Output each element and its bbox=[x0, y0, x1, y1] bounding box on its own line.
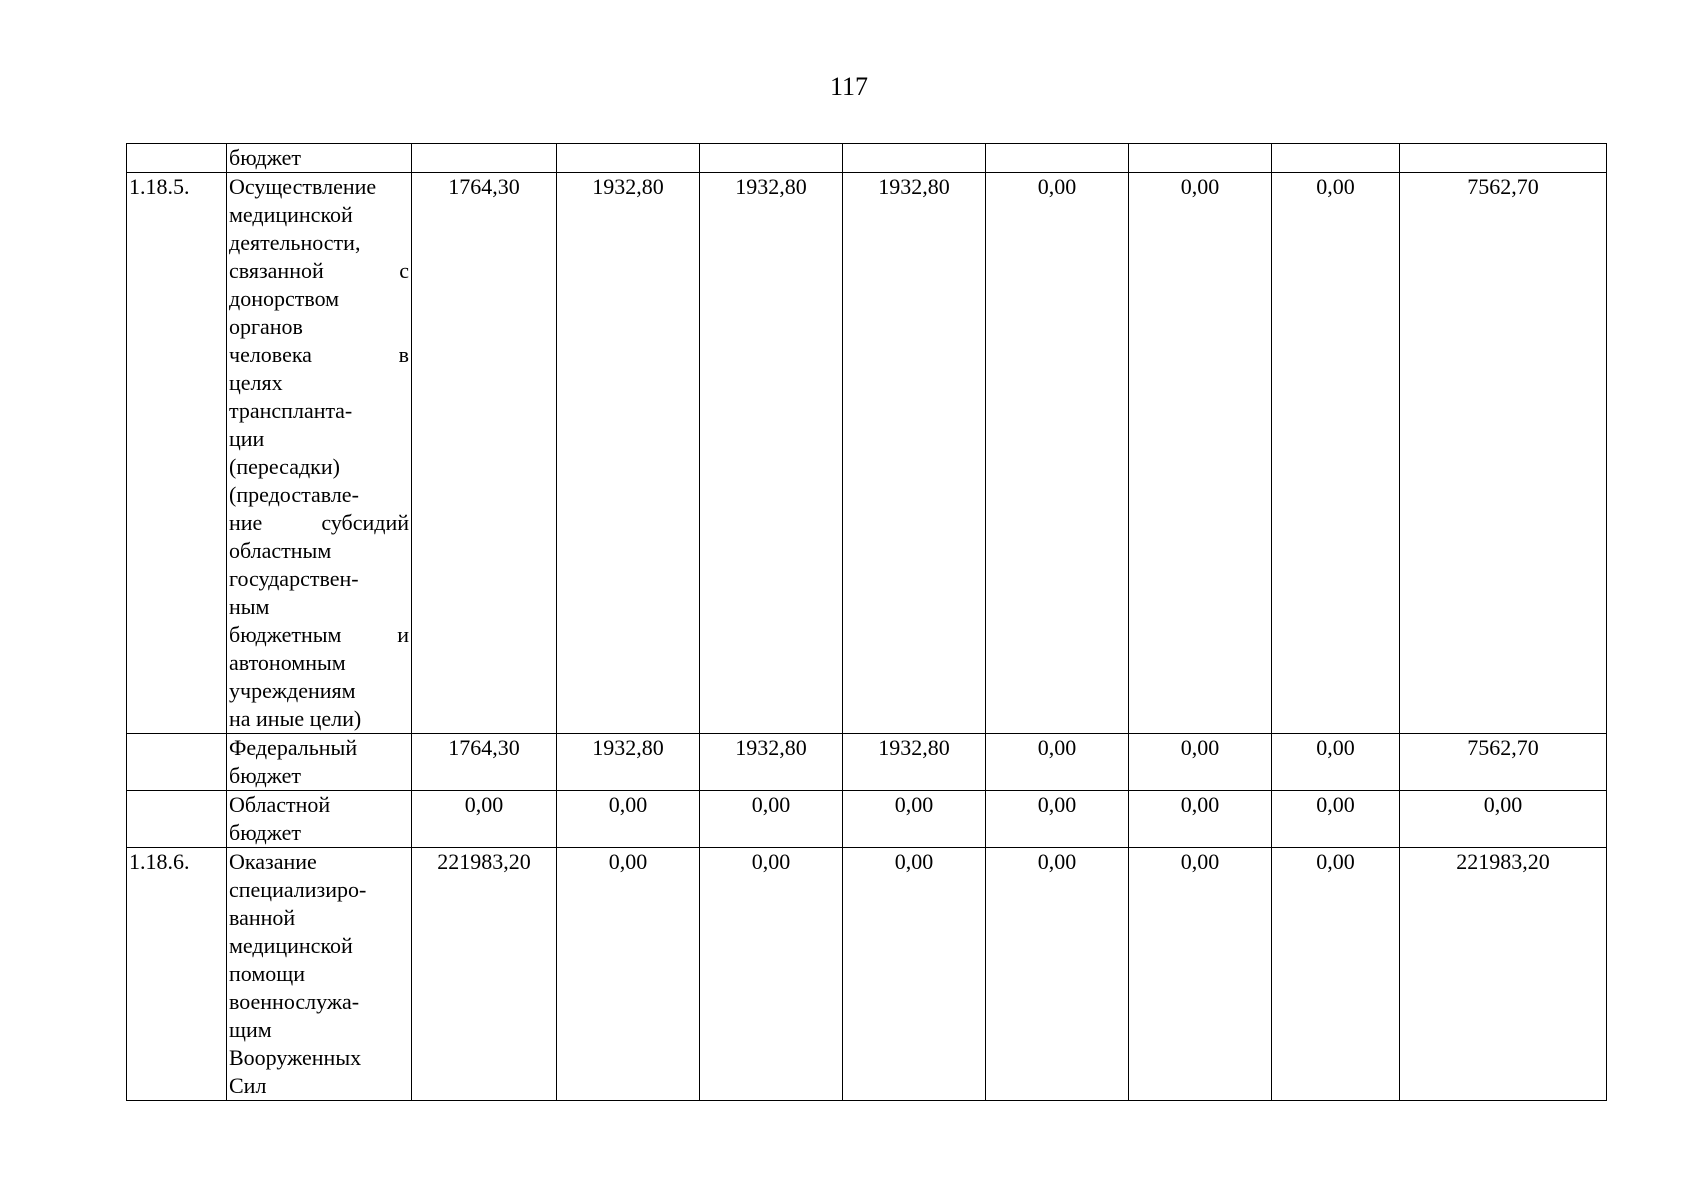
value-cell bbox=[1400, 144, 1607, 173]
value-cell bbox=[1272, 144, 1400, 173]
value-cell: 1932,80 bbox=[557, 734, 700, 791]
description-line: медицинской bbox=[229, 202, 353, 227]
value-cell: 1764,30 bbox=[412, 734, 557, 791]
row-code bbox=[127, 144, 227, 173]
description-line: органов bbox=[229, 314, 303, 339]
description-line: медицинской bbox=[229, 933, 353, 958]
description-line: (предоставле- bbox=[229, 482, 359, 507]
description-line: деятельности, bbox=[229, 230, 361, 255]
description-line: на иные цели) bbox=[229, 706, 362, 731]
value-cell: 221983,20 bbox=[412, 848, 557, 1101]
value-cell: 0,00 bbox=[1272, 173, 1400, 734]
value-cell: 1932,80 bbox=[557, 173, 700, 734]
description-line: военнослужа- bbox=[229, 989, 360, 1014]
description-line: бюджетным и bbox=[229, 622, 409, 647]
value-cell: 0,00 bbox=[1400, 791, 1607, 848]
value-cell: 7562,70 bbox=[1400, 173, 1607, 734]
value-cell: 0,00 bbox=[412, 791, 557, 848]
description-line: Оказание bbox=[229, 849, 317, 874]
value-cell bbox=[986, 144, 1129, 173]
value-cell: 0,00 bbox=[843, 848, 986, 1101]
description-line: Сил bbox=[229, 1073, 267, 1098]
value-cell bbox=[557, 144, 700, 173]
description-line: областным bbox=[229, 538, 332, 563]
row-description bbox=[227, 791, 412, 848]
description-line: Федеральный bbox=[229, 735, 358, 760]
value-cell: 0,00 bbox=[843, 791, 986, 848]
value-cell: 1932,80 bbox=[843, 173, 986, 734]
description-line: учреждениям bbox=[229, 678, 356, 703]
row-description bbox=[227, 144, 412, 173]
value-cell: 0,00 bbox=[1129, 173, 1272, 734]
description-line: государствен- bbox=[229, 566, 359, 591]
row-description bbox=[227, 734, 412, 791]
table-row bbox=[127, 144, 1607, 173]
value-cell: 221983,20 bbox=[1400, 848, 1607, 1101]
value-cell: 0,00 bbox=[700, 848, 843, 1101]
description-line: Вооруженных bbox=[229, 1045, 362, 1070]
value-cell: 0,00 bbox=[1272, 734, 1400, 791]
row-description bbox=[227, 848, 412, 1101]
description-line: ции bbox=[229, 426, 265, 451]
value-cell bbox=[1129, 144, 1272, 173]
description-line: Областной bbox=[229, 792, 331, 817]
description-line: ванной bbox=[229, 905, 296, 930]
description-line: целях bbox=[229, 370, 283, 395]
table-row bbox=[127, 173, 1607, 734]
value-cell: 1932,80 bbox=[700, 173, 843, 734]
table-body bbox=[127, 144, 1607, 1101]
value-cell: 0,00 bbox=[986, 173, 1129, 734]
budget-table bbox=[126, 143, 1607, 1101]
value-cell: 0,00 bbox=[986, 848, 1129, 1101]
value-cell bbox=[700, 144, 843, 173]
description-line: человека в bbox=[229, 342, 409, 367]
description-line: бюджет bbox=[229, 145, 301, 170]
value-cell: 0,00 bbox=[986, 734, 1129, 791]
value-cell: 0,00 bbox=[700, 791, 843, 848]
row-code bbox=[127, 734, 227, 791]
value-cell: 0,00 bbox=[1129, 734, 1272, 791]
value-cell: 0,00 bbox=[1129, 848, 1272, 1101]
table-row bbox=[127, 848, 1607, 1101]
value-cell: 7562,70 bbox=[1400, 734, 1607, 791]
description-line: бюджет bbox=[229, 763, 301, 788]
description-line: (пересадки) bbox=[229, 454, 340, 479]
description-line: автономным bbox=[229, 650, 346, 675]
table-row bbox=[127, 791, 1607, 848]
description-line: специализиро- bbox=[229, 877, 367, 902]
value-cell: 0,00 bbox=[557, 848, 700, 1101]
description-line: связанной с bbox=[229, 258, 409, 283]
description-line: ние субсидий bbox=[229, 510, 409, 535]
page-number: 117 bbox=[829, 72, 869, 101]
description-line: Осуществление bbox=[229, 174, 377, 199]
value-cell: 0,00 bbox=[557, 791, 700, 848]
description-line: ным bbox=[229, 594, 270, 619]
value-cell: 0,00 bbox=[1129, 791, 1272, 848]
row-description bbox=[227, 173, 412, 734]
description-line: щим bbox=[229, 1017, 272, 1042]
description-line: помощи bbox=[229, 961, 305, 986]
description-line: трансплантa- bbox=[229, 398, 353, 423]
row-code bbox=[127, 791, 227, 848]
description-line: донорством bbox=[229, 286, 340, 311]
value-cell: 1932,80 bbox=[843, 734, 986, 791]
value-cell bbox=[412, 144, 557, 173]
row-code: 1.18.5. bbox=[127, 173, 227, 734]
value-cell: 1932,80 bbox=[700, 734, 843, 791]
row-code: 1.18.6. bbox=[127, 848, 227, 1101]
value-cell bbox=[843, 144, 986, 173]
value-cell: 0,00 bbox=[1272, 848, 1400, 1101]
value-cell: 0,00 bbox=[986, 791, 1129, 848]
table-row bbox=[127, 734, 1607, 791]
value-cell: 1764,30 bbox=[412, 173, 557, 734]
description-line: бюджет bbox=[229, 820, 301, 845]
value-cell: 0,00 bbox=[1272, 791, 1400, 848]
